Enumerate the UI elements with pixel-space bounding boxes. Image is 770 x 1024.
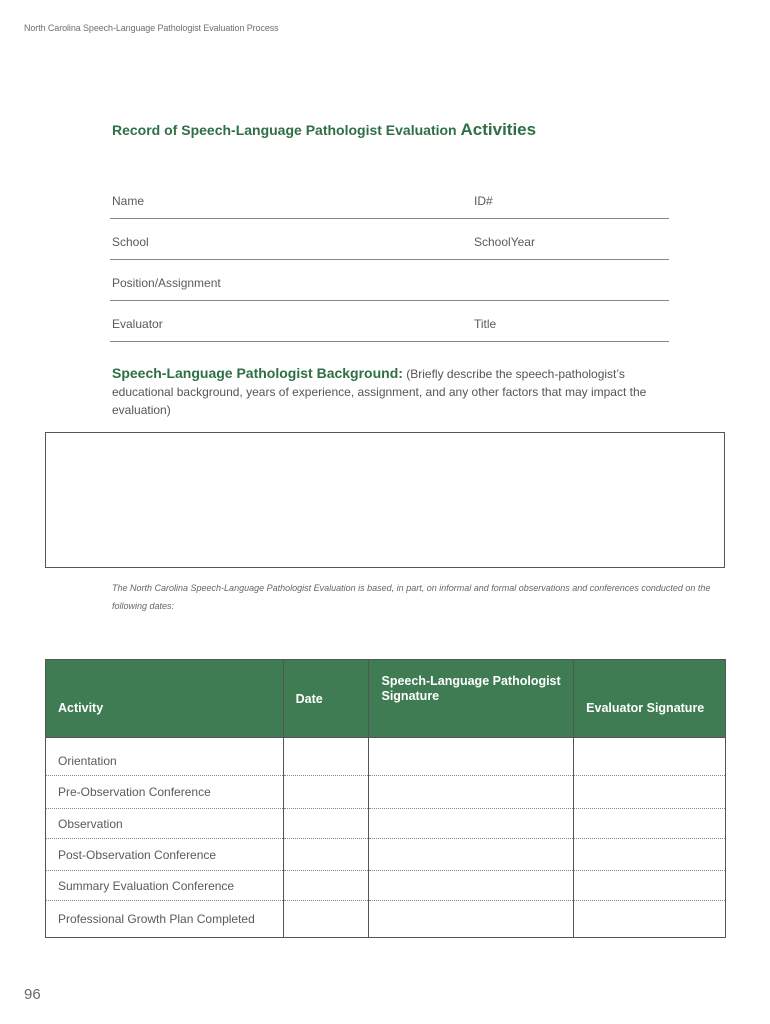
school-year-field-label: SchoolYear [474, 235, 535, 249]
slp-signature-cell[interactable] [369, 901, 574, 938]
background-description: (Briefly describe the speech-pathologist’s educational background, years of experience, assignment, and any other factors that may impact the evaluation) [112, 367, 647, 417]
date-column-header: Date [283, 660, 369, 738]
activity-name: Post-Observation Conference [46, 839, 284, 871]
date-cell[interactable] [283, 871, 369, 901]
slp-signature-column-header: Speech-Language Pathologist Signature [369, 660, 574, 738]
running-header: North Carolina Speech-Language Pathologist Evaluation Process [24, 23, 279, 33]
table-row [46, 901, 726, 938]
field-row-name-id[interactable] [110, 178, 669, 219]
document-title-last-word: Activities [460, 120, 537, 139]
slp-signature-cell[interactable] [369, 809, 574, 839]
position-field-label: Position/Assignment [112, 276, 221, 290]
evaluator-signature-cell[interactable] [574, 809, 726, 839]
slp-signature-cell[interactable] [369, 738, 574, 776]
evaluator-field-label: Evaluator [112, 317, 163, 331]
field-row-school[interactable] [110, 219, 669, 260]
table-header-row [46, 660, 726, 738]
evaluator-signature-cell[interactable] [574, 839, 726, 871]
field-row-evaluator[interactable] [110, 301, 669, 342]
id-field-label: ID# [474, 194, 493, 208]
date-cell[interactable] [283, 839, 369, 871]
table-row [46, 871, 726, 901]
observation-note: The North Carolina Speech-Language Pathologist Evaluation is based, in part, on informal and formal observations and conferences conducted on the following dates: [112, 583, 711, 611]
evaluator-signature-cell[interactable] [574, 901, 726, 938]
activity-name: Summary Evaluation Conference [46, 871, 284, 901]
document-title [112, 120, 536, 140]
table-row [46, 809, 726, 839]
date-cell[interactable] [283, 776, 369, 809]
date-cell[interactable] [283, 738, 369, 776]
evaluator-signature-cell[interactable] [574, 738, 726, 776]
activity-name: Pre-Observation Conference [46, 776, 284, 809]
table-row [46, 738, 726, 776]
table-row [46, 776, 726, 809]
slp-signature-cell[interactable] [369, 776, 574, 809]
evaluator-signature-column-header: Evaluator Signature [574, 660, 726, 738]
activity-name: Observation [46, 809, 284, 839]
document-title-main: Record of Speech-Language Pathologist Evaluation [112, 122, 457, 138]
evaluator-signature-cell[interactable] [574, 871, 726, 901]
activity-column-header: Activity [46, 660, 284, 738]
activity-name: Professional Growth Plan Completed [46, 901, 284, 938]
date-cell[interactable] [283, 809, 369, 839]
evaluator-signature-cell[interactable] [574, 776, 726, 809]
background-text-box[interactable] [45, 432, 725, 568]
activities-table [45, 659, 726, 938]
name-field-label: Name [112, 194, 145, 208]
background-section [112, 364, 672, 419]
school-field-label: School [112, 235, 149, 249]
slp-signature-cell[interactable] [369, 839, 574, 871]
background-heading: Speech-Language Pathologist Background: [112, 365, 403, 381]
date-cell[interactable] [283, 901, 369, 938]
slp-signature-cell[interactable] [369, 871, 574, 901]
activity-name: Orientation [46, 738, 284, 776]
title-field-label: Title [474, 317, 497, 331]
page-number: 96 [24, 986, 41, 1003]
field-row-position[interactable] [110, 260, 669, 301]
table-row [46, 839, 726, 871]
